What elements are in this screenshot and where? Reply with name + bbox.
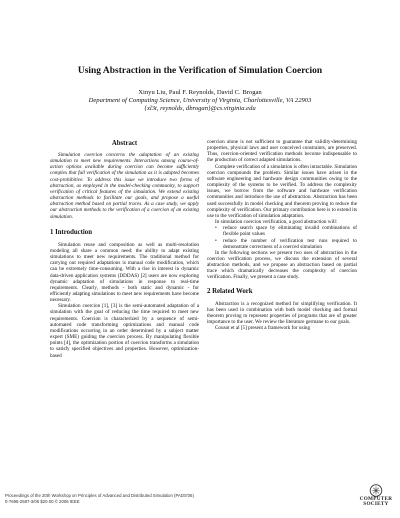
intro-paragraph-1: Simulation reuse and composition as well as multi-resolution modeling all share a common need: the ability to adapt existing simulations to meet new requirements. The traditional method for carrying out required adaptations is manual code modification, which can be extremely time-consuming. With a rise in interest in dynamic data-driven application systems (DDDAS) [2] users are now exploring dynamic adaptation of simulations in response to real-time requirements. Clearly, methods - both static and dynamic - for efficiently adapting simulations to meet new requirements have become necessary.: [50, 241, 199, 304]
paper-title: Using Abstraction in the Verification of Simulation Coercion: [77, 66, 323, 76]
abstract-heading: Abstract: [111, 140, 138, 147]
page-footer: [5, 493, 325, 505]
related-work-heading: 2 Related Work: [207, 287, 253, 295]
related-work-paragraph-1: Abstraction is a recognized method for simplifying verification. It has been used in combination with both model checking and formal theorem proving to represent properties of programs that are of greater importance to the user. We review the literature germane to our goals.: [207, 300, 357, 326]
logo-text-line-2: SOCIETY: [363, 501, 389, 508]
right-column: [207, 139, 357, 331]
abstraction-goals-list: [207, 225, 357, 250]
right-paragraph-1: coercion alone is not sufficient to guarantee that validity-determining properties, physical laws and user conceived constraints, are preserved. Thus, coercion-oriented verification methods become indispensable to the production of correct adapted simulations.: [207, 139, 357, 164]
abstract-text: Simulation coercion concerns the adaptation of an existing simulation to meet new requirements. Interactions among course-of-action options available during coercion can become sufficiently complex that full verification of the simulation as it is adapted becomes cost-prohibitive. To address this issue we introduce two forms of abstraction, as employed in the model-checking community, to support verification of critical features of the simulation. We extend existing abstraction methods to facilitate our goals, and propose a useful abstraction method based on partial traces. As a case study, we apply our abstraction methods to the verification of a coercion of an existing simulation.: [50, 152, 199, 220]
footer-isbn: 0-7695-2587-3/06 $20.00 © 2006 IEEE: [5, 499, 80, 504]
footer-proceedings: Proceedings of the 20th Workshop on Principles of Advanced and Distributed Simulation (PADS'06): [5, 493, 194, 498]
computer-society-logo: [356, 484, 396, 514]
author-names: Xinyu Liu, Paul F. Reynolds, David C. Brogan: [138, 89, 262, 96]
related-work-paragraph-2: Cousot et al [5] present a framework for using: [215, 325, 311, 332]
list-item: • reduce the number of verification test runs required to demonstrate correctness of a coerced simulation: [215, 238, 357, 250]
right-paragraph-2: Complete verification of a simulation is often intractable. Simulation coercion compounds the problem. Similar issues have arisen in the software engineering and hardware design communities owing to the complexity of the systems to be verified. To address the complexity issues, we borrow from the software and hardware verification communities and introduce the use of abstraction. Abstraction has been used successfully in model checking and theorem proving to reduce the complexity of verification. Our primary contribution here is to extend its use to the verification of simulation adaptation.: [207, 163, 357, 219]
introduction-heading: 1 Introduction: [50, 228, 92, 236]
logo-text-line-1: COMPUTER: [359, 496, 393, 502]
author-affiliation: Department of Computing Science, University of Virginia, Charlottesville, VA 22903: [88, 97, 312, 104]
author-emails: {xl3t, reynolds, dbrogan}@cs.virginia.edu: [144, 105, 256, 112]
right-paragraph-4: In the following sections we present two uses of abstraction in the coercion verification process, we discuss the extension of several abstraction methods, and we propose an abstraction based on partial trace which dramatically decreases the complexity of coercion verification. Finally, we present a case study.: [207, 249, 357, 281]
list-item: • reduce search space by eliminating invalid combinations of flexible point values: [215, 225, 357, 237]
intro-paragraph-2: Simulation coercion [1], [3] is the semi-automated adaptation of a simulation with the goal of reducing the time required to meet new requirements. Coercion is characterized by a sequence of semi-automated code transforming optimizations and manual code modifications occurring in an order determined by a subject matter expert (SME) guiding the coercion process. By manipulating flexible points [4], the optimization portion of coercion transforms a simulation to satisfy specified objectives and properties. However, optimization-based: [50, 303, 199, 359]
right-paragraph-3: In simulation coercion verification, a good abstraction will:: [215, 219, 338, 226]
author-block: [0, 89, 400, 113]
left-column: [50, 140, 199, 359]
